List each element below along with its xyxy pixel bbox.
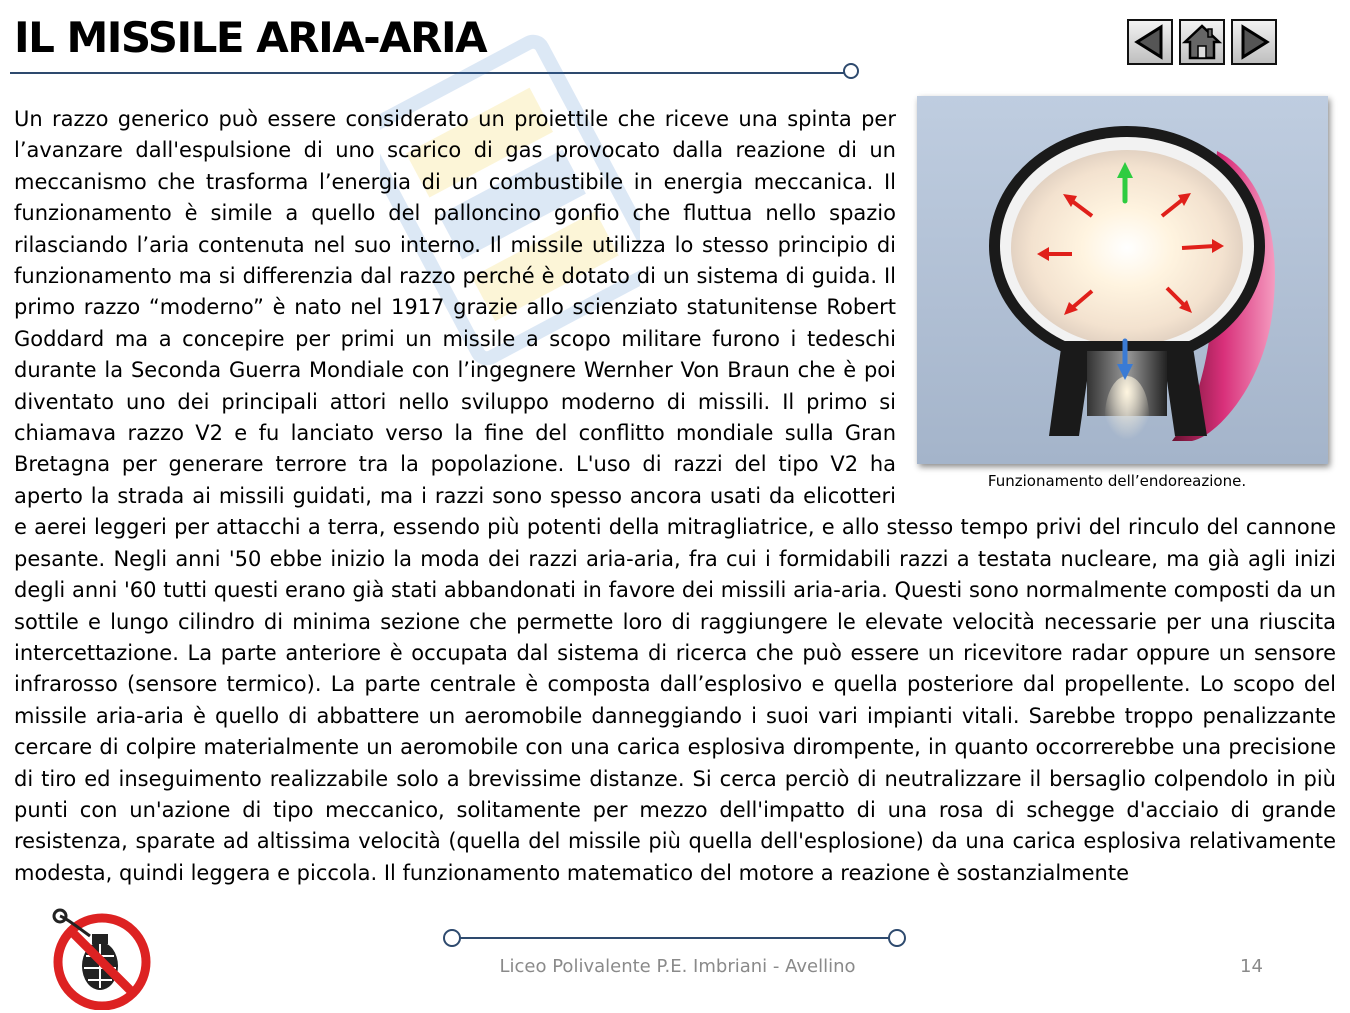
endoreaction-figure	[917, 96, 1328, 464]
triangle-right-icon	[1233, 21, 1275, 63]
footer-rule-left-node	[443, 929, 461, 947]
footer-rule	[452, 937, 898, 939]
footer-school-name: Liceo Polivalente P.E. Imbriani - Avellino	[499, 956, 856, 977]
triangle-left-icon	[1129, 21, 1171, 63]
no-bomb-icon	[46, 906, 154, 1010]
footer-rule-right-node	[888, 929, 906, 947]
home-button[interactable]	[1179, 19, 1225, 65]
house-icon	[1181, 21, 1223, 63]
figure-caption: Funzionamento dell’endoreazione.	[987, 472, 1247, 490]
title-underline	[10, 72, 846, 74]
page-title: IL MISSILE ARIA-ARIA	[14, 13, 487, 62]
next-page-button[interactable]	[1231, 19, 1277, 65]
body-paragraph: Un razzo generico può essere considerato un proiettile che riceve una spinta per l’avanzare dall'espulsione di uno scarico di gas provocato dalla reazione di un meccanismo che trasforma l’energia di un combustibile in energia meccanica. Il funzionamento è simile a quello del palloncino gonfio che fluttua nello spazio rilasciando l’aria contenuta nel suo interno. Il missile utilizza lo stesso principio di funzionamento ma si differenzia dal razzo perché è dotato di un sistema di guida. Il primo razzo “moderno” è nato nel 1917 grazie allo scienziato statunitense Robert Goddard ma a concepire per primi un missile a scopo militare furono i tedeschi durante la Seconda Guerra Mondiale con l’ingegnere Wernher Von Braun che è poi diventato uno dei principali attori nello sviluppo moderno di missili. Il primo si chiamava razzo V2 e fu lanciato verso la fine del conflitto mondiale sulla Gran Bretagna per generare terrore tra la popolazione. L'uso di razzi del tipo V2 ha aperto la strada ai missili guidati, ma i razzi sono spesso ancora usati da elicotteri e aerei leggeri per attacchi a terra, essendo più potenti della mitragliatrice, e allo stesso tempo privi del rinculo del cannone pesante. Negli anni '50 ebbe inizio la moda dei razzi aria-aria, fra cui i formidabili razzi a testata nucleare, ma già agli inizi degli anni '60 tutti questi erano già stati abbandonati in favore dei missili aria-aria. Questi sono normalmente composti da un sottile e lungo cilindro di minima sezione che permette loro di raggiungere le elevate velocità necessarie per una riuscita intercettazione. La parte anteriore è occupata dal sistema di ricerca che può essere un ricevitore radar oppure un sensore infrarosso (sensore termico). La parte centrale è composta dall’esplosivo e quella posteriore dal propellente. Lo scopo del missile aria-aria è quello di abbattere un aeromobile danneggiando i suoi vari impianti vitali. Sarebbe troppo penalizzante cercare di colpire materialmente un aeromobile con una carica esplosiva dirompente, in quanto occorrerebbe una precisione di tiro ed inseguimento realizzabile solo a brevissime distanze. Si cerca perciò di neutralizzare il bersaglio colpendolo in più punti con un'azione di tipo meccanico, solitamente per mezzo dell'impatto di una rosa di schegge d'acciaio di grande resistenza, sparate ad altissima velocità (quella del missile più quella dell'esplosione) da una carica esplosiva relativamente modesta, quindi leggera e piccola. Il funzionamento matematico del motore a reazione è sostanzialmente	[14, 107, 1336, 885]
page-number: 14	[1240, 956, 1263, 977]
title-underline-node	[843, 63, 859, 79]
prev-page-button[interactable]	[1127, 19, 1173, 65]
